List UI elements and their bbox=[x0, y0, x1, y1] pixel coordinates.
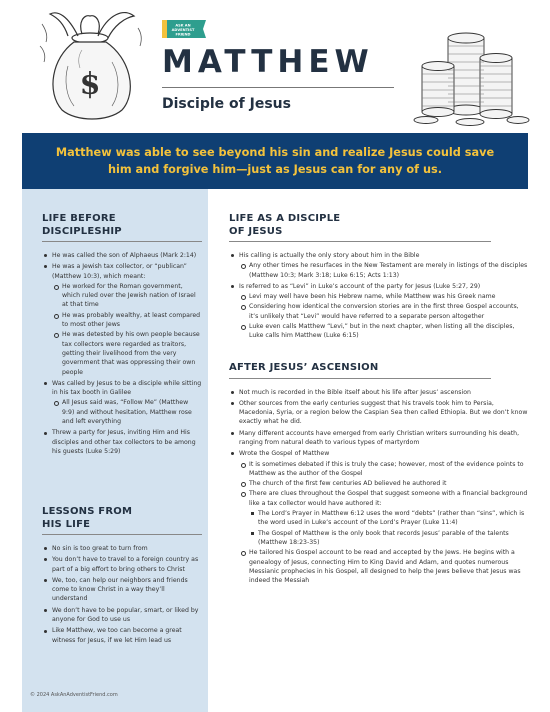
section-after-jesus-ascension bbox=[229, 362, 529, 587]
sub-list-item: He was probably wealthy, at least compared to most other Jews bbox=[52, 311, 202, 330]
list-item-text: Wrote the Gospel of Matthew bbox=[239, 450, 330, 458]
nested-sub-list bbox=[249, 509, 529, 547]
logo-text-line-2: ADVENTIST bbox=[171, 28, 195, 32]
coin-stack-icon bbox=[408, 28, 532, 126]
svg-text:$: $ bbox=[79, 67, 101, 102]
page-subtitle: Disciple of Jesus bbox=[162, 96, 291, 112]
list-item: Many different accounts have emerged from early Christian writers surrounding his death, ranging from natural death to various types of martyrdom bbox=[229, 429, 529, 448]
list-item bbox=[229, 282, 529, 341]
list-item bbox=[42, 379, 202, 426]
sub-list-item: He tailored his Gospel account to be read and accepted by the Jews. He begins with a genealogy of Jesus, connecting Him to King David and Adam, and quotes numerous Messianic prophecies in his Gospel, all designed to help the Jews believe that Jesus was indeed the Messiah bbox=[239, 548, 529, 585]
section-lessons-from-his-life bbox=[42, 506, 202, 647]
sub-list-item: He was detested by his own people because tax collectors were regarded as traitors, getting their livelihood from the very government that was oppressing their own people bbox=[52, 330, 202, 376]
sub-list-item bbox=[239, 489, 529, 547]
list-item: We don’t have to be popular, smart, or liked by anyone for God to use us bbox=[42, 606, 202, 625]
list-item: Not much is recorded in the Bible itself about his life after Jesus’ ascension bbox=[229, 388, 529, 397]
sub-list-item: Considering how identical the conversion stories are in the first three Gospel accounts, it’s unlikely that “Levi” would have referred to a separate person altogether bbox=[239, 302, 529, 321]
page-title: MATTHEW bbox=[162, 44, 374, 80]
list-item: He was called the son of Alphaeus (Mark 2:14) bbox=[42, 251, 202, 260]
heading-divider bbox=[42, 241, 202, 242]
section-heading bbox=[42, 213, 202, 238]
bullet-list bbox=[229, 251, 529, 341]
sub-list-item: Luke even calls Matthew “Levi,” but in the next chapter, when listing all the disciples, Luke calls him Matthew (Luke 6:15) bbox=[239, 322, 529, 341]
heading-line: AFTER JESUS’ ASCENSION bbox=[229, 362, 379, 373]
list-item-text: He was a Jewish tax collector, or “publican” (Matthew 10:3), which meant: bbox=[52, 263, 187, 280]
heading-divider bbox=[229, 241, 491, 242]
money-bag-icon bbox=[38, 6, 146, 124]
list-item: Threw a party for Jesus, inviting Him and His disciples and other tax collectors to be among his guests (Luke 5:29) bbox=[42, 428, 202, 456]
heading-line: OF JESUS bbox=[229, 225, 283, 237]
section-heading bbox=[229, 213, 529, 238]
list-item-text: His calling is actually the only story about him in the Bible bbox=[239, 252, 420, 259]
sub-list-item: He worked for the Roman government, which ruled over the Jewish nation of Israel at that time bbox=[52, 282, 202, 310]
title-divider bbox=[162, 87, 394, 88]
header bbox=[0, 0, 550, 132]
heading-divider bbox=[229, 378, 491, 379]
list-item-text: Was called by Jesus to be a disciple while sitting in his tax booth in Galilee bbox=[52, 379, 202, 397]
sidebar-column bbox=[22, 189, 208, 712]
list-item: Other sources from the early centuries suggest that his travels took him to Persia, Macedonia, Syria, or a region below the Caspian Sea then called Ethiopia. But we don’t know exactly what he did. bbox=[229, 399, 529, 427]
heading-divider bbox=[42, 534, 202, 535]
sub-list bbox=[239, 292, 529, 340]
list-item bbox=[229, 449, 529, 585]
bullet-list bbox=[42, 251, 202, 456]
brand-logo bbox=[162, 18, 206, 40]
heading-line: DISCIPLESHIP bbox=[42, 225, 122, 237]
banner-text: Matthew was able to see beyond his sin and realize Jesus could save him and forgive him—just as Jesus can for any of us. bbox=[55, 146, 495, 176]
logo-text-line-3: FRIEND bbox=[175, 32, 191, 37]
key-message-banner bbox=[22, 133, 528, 189]
sub-list-item-text: There are clues throughout the Gospel that suggest someone with a financial background like a tax collector would have authored it: bbox=[249, 490, 528, 507]
sub-list-item: The church of the first few centuries AD believed he authored it bbox=[239, 479, 529, 488]
list-item: We, too, can help our neighbors and friends come to know Christ in a way they’ll understand bbox=[42, 576, 202, 604]
list-item: Like Matthew, we too can become a great witness for Jesus, if we let Him lead us bbox=[42, 626, 202, 645]
nested-list-item: The Lord’s Prayer in Matthew 6:12 uses the word “debts” (rather than “sins”, which is the word used in Luke’s account of the Lord’s Prayer (Luke 11:4) bbox=[249, 509, 529, 528]
sub-list bbox=[239, 460, 529, 586]
copyright-footer: © 2024 AskAnAdventistFriend.com bbox=[30, 692, 118, 698]
bullet-list bbox=[229, 388, 529, 586]
section-life-as-disciple bbox=[229, 213, 529, 343]
heading-line: LESSONS FROM bbox=[42, 506, 133, 517]
section-life-before-discipleship bbox=[42, 213, 202, 458]
heading-line: HIS LIFE bbox=[42, 518, 91, 530]
sub-list bbox=[52, 398, 202, 426]
sub-list-item: Levi may well have been his Hebrew name, while Matthew was his Greek name bbox=[239, 292, 529, 301]
list-item: You don’t have to travel to a foreign country as part of a big effort to bring others to Christ bbox=[42, 555, 202, 574]
heading-line: LIFE BEFORE bbox=[42, 213, 116, 224]
list-item bbox=[229, 251, 529, 280]
logo-text-line-1: ASK AN bbox=[175, 23, 191, 28]
bullet-list bbox=[42, 544, 202, 645]
sub-list-item: It is sometimes debated if this is truly the case; however, most of the evidence points to Matthew as the author of the Gospel bbox=[239, 460, 529, 479]
nested-list-item: The Gospel of Matthew is the only book that records Jesus’ parable of the talents (Matthew 18:23-35) bbox=[249, 529, 529, 548]
section-heading bbox=[42, 506, 202, 531]
list-item: No sin is too great to turn from bbox=[42, 544, 202, 553]
list-item bbox=[42, 262, 202, 377]
section-heading bbox=[229, 362, 529, 375]
heading-line: LIFE AS A DISCIPLE bbox=[229, 213, 341, 224]
sub-list-item: All Jesus said was, “Follow Me” (Matthew 9:9) and without hesitation, Matthew rose and left everything bbox=[52, 398, 202, 426]
list-item-text: Is referred to as “Levi” in Luke’s account of the party for Jesus (Luke 5:27, 29) bbox=[239, 282, 481, 290]
sub-list-item: Any other times he resurfaces in the New Testament are merely in listings of the disciples (Matthew 10:3; Mark 3:18; Luke 6:15; Acts 1:13) bbox=[239, 261, 529, 280]
sub-list bbox=[239, 261, 529, 280]
sub-list bbox=[52, 282, 202, 377]
